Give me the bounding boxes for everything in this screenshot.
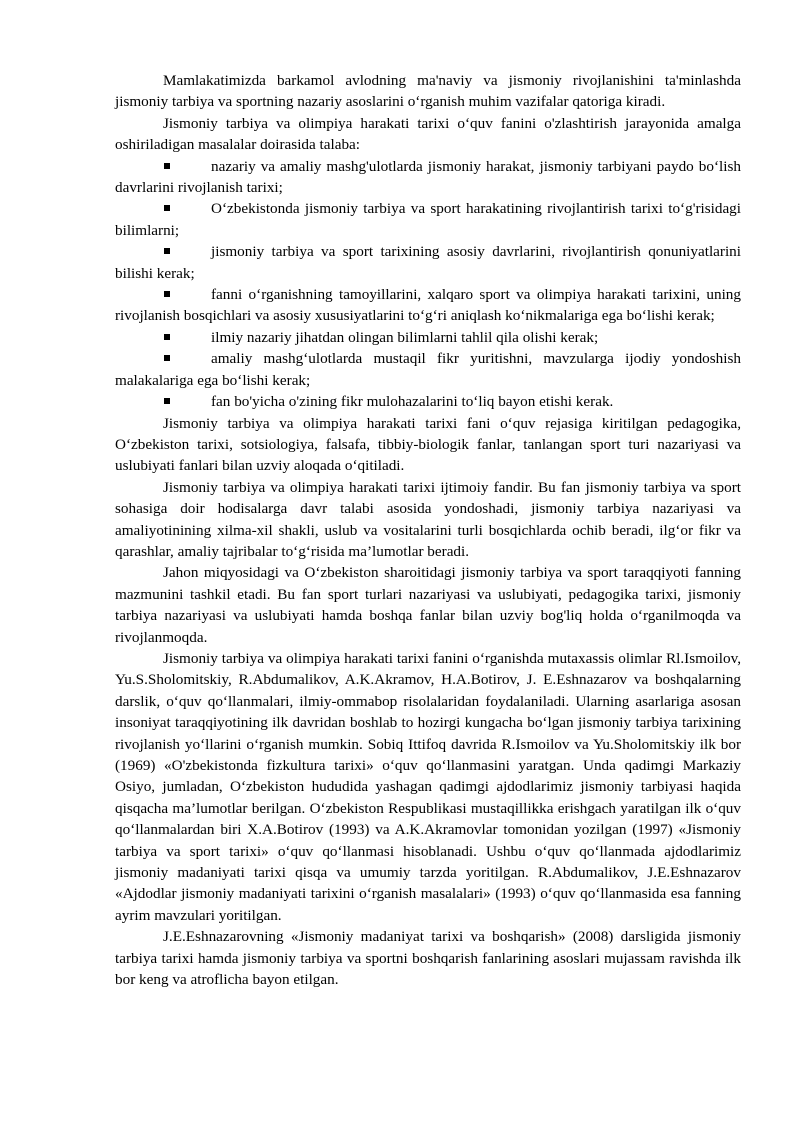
bullet-square-icon <box>164 291 170 297</box>
bullet-square-icon <box>164 205 170 211</box>
bullet-text: O‘zbekistonda jismoniy tarbiya va sport harakatining rivojlantirish tarixi to‘g'risidagi bilimlarni; <box>115 200 741 239</box>
bullet-item <box>115 391 741 412</box>
bullet-item <box>115 348 741 391</box>
paragraph-literature: Jismoniy tarbiya va olimpiya harakati tarixi fanini o‘rganishda mutaxassis olimlar Rl.Ismoilov, Yu.S.Sholomitskiy, R.Abdumalikov, A.K.Akramov, H.A.Botirov, J. E.Eshnazarov va boshqalarning darslik, o‘quv qo‘llanmalari, ilmiy-ommabop risolalaridan foydalaniladi. Ularning asarlariga asosan insoniyat taraqqiyotining ilk davridan boshlab to hozirgi kungacha bo‘lgan jismoniy tarbiya tarixining rivojlanish yo‘llarini o‘rganish mumkin. Sobiq Ittifoq davrida R.Ismoilov va Yu.Sholomitskiy ilk bor (1969) «O'zbekistonda fizkultura tarixi» o‘quv qo‘llanmasini yaratgan. Unda qadimgi Markaziy Osiyo, jumladan, O‘zbekiston hududida yashagan qadimgi ajdodlarimiz jismoniy tarbiyasi haqida qisqacha ma’lumotlar berilgan. O‘zbekiston Respublikasi mustaqillikka erishgach yaratilgan ilk o‘quv qo‘llanmalardan biri X.A.Botirov (1993) va A.K.Akramovlar tomonidan yozilgan (1997) «Jismoniy tarbiya va sport tarixi» o‘quv qo‘llanmasi hisoblanadi. Ushbu o‘quv qo‘llanmada ajdodlarimiz jismoniy madaniyati tarixi qisqa va umumiy tarzda yoritilgan. R.Abdumalikov, J.E.Eshnazarov «Ajdodlar jismoniy madaniyati tarixini o‘rganish masalalari» (1993) o‘quv qo‘llanmasida esa fanning ayrim mavzulari yoritilgan. <box>115 649 741 924</box>
bullet-text: jismoniy tarbiya va sport tarixining asosiy davrlarini, rivojlantirish qonuniyatlarini bilishi kerak; <box>115 243 741 282</box>
bullet-text: amaliy mashg‘ulotlarda mustaqil fikr yuritishni, mavzularga ijodiy yondoshish malakalariga ega bo‘lishi kerak; <box>115 350 741 389</box>
bullet-text: fanni o‘rganishning tamoyillarini, xalqaro sport va olimpiya harakati tarixini, uning rivojlanish bosqichlari va asosiy xususiyatlarini to‘g‘ri aniqlash ko‘nikmalariga ega bo‘lishi kerak; <box>115 286 741 325</box>
bullet-square-icon <box>164 334 170 340</box>
bullet-item <box>115 284 741 327</box>
paragraph-content: Jahon miqyosidagi va O‘zbekiston sharoitidagi jismoniy tarbiya va sport taraqqiyoti fanning mazmunini tashkil etadi. Bu fan sport turlari nazariyasi va uslubiyati, pedagogika tarixi, jismoniy tarbiya nazariyasi va uslubiyati hamda boshqa fanlar bilan uzviy bog'liq holda o‘rganilmoqda va rivojlanmoqda. <box>115 564 741 646</box>
paragraph-textbook: J.E.Eshnazarovning «Jismoniy madaniyat tarixi va boshqarish» (2008) darsligida jismoniy tarbiya tarixi hamda jismoniy tarbiya va sportni boshqarish fanlarining asoslari mujassam ravishda ilk bor keng va atroflicha bayon etilgan. <box>115 928 741 989</box>
bullet-text: fan bo'yicha o'zining fikr mulohazalarini to‘liq bayon etishi kerak. <box>211 393 614 411</box>
bullet-square-icon <box>164 355 170 361</box>
bullet-item <box>115 156 741 199</box>
bullet-item <box>115 241 741 284</box>
paragraph-task-intro: Jismoniy tarbiya va olimpiya harakati tarixi o‘quv fanini o'zlashtirish jarayonida amalga oshiriladigan masalalar doirasida talaba: <box>115 114 741 154</box>
paragraph-social-science: Jismoniy tarbiya va olimpiya harakati tarixi ijtimoiy fandir. Bu fan jismoniy tarbiya va sport sohasiga doir hodisalarga davr talabi asosida yondoshadi, jismoniy tarbiya nazariyasi va amaliyotinining xilma-xil shakli, uslub va vositalarini turli bosqichlarda ochib beradi, ilg‘or fikr va qarashlar, amaliy tajribalar to‘g‘risida ma’lumotlar beradi. <box>115 478 741 560</box>
bullet-item <box>115 198 741 241</box>
bullet-square-icon <box>164 248 170 254</box>
bullet-item <box>115 327 741 348</box>
bullet-text: nazariy va amaliy mashg'ulotlarda jismoniy harakat, jismoniy tarbiyani paydo bo‘lish davrlarini rivojlanish tarixi; <box>115 157 741 197</box>
bullet-text: ilmiy nazariy jihatdan olingan bilimlarni tahlil qila olishi kerak; <box>211 328 599 346</box>
bullet-square-icon <box>164 163 170 169</box>
bullet-square-icon <box>164 398 170 404</box>
document-page <box>115 70 741 990</box>
paragraph-curriculum: Jismoniy tarbiya va olimpiya harakati tarixi fani o‘quv rejasiga kiritilgan pedagogika, O‘zbekiston tarixi, sotsiologiya, falsafa, tibbiy-biologik fanlar, tanlangan sport turi nazariyasi va uslubiyati fanlari bilan uzviy aloqada o‘qitiladi. <box>115 414 741 475</box>
paragraph-intro: Mamlakatimizda barkamol avlodning ma'naviy va jismoniy rivojlanishini ta'minlashda jismoniy tarbiya va sportning nazariy asoslarini o‘rganish muhim vazifalar qatoriga kiradi. <box>115 72 741 111</box>
